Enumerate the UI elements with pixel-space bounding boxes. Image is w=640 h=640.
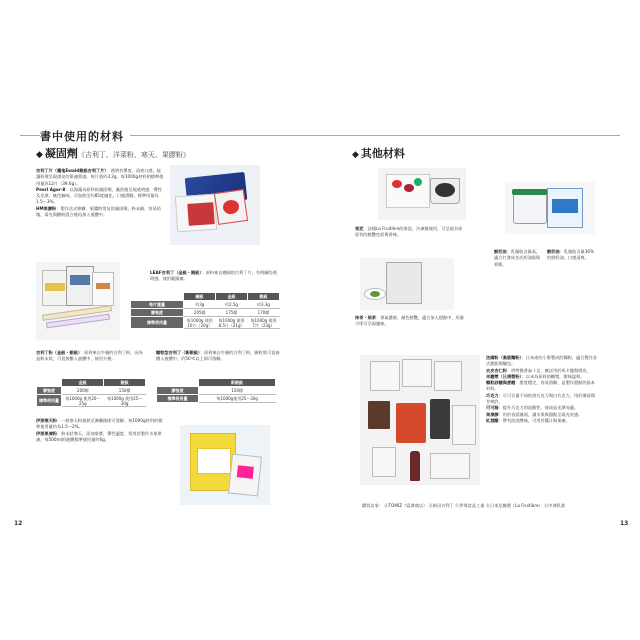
credit-icon: Ⓓ bbox=[485, 503, 490, 508]
list-item: 果凍膠：用於表面淋面，讓水果與甜點呈現光亮感。 bbox=[486, 411, 583, 417]
list-item: 法國粉（高筋麵粉）：日本產的小麥製成的麵粉，適合製作各式甜點與麵包。 bbox=[486, 355, 597, 367]
page-number-left: 12 bbox=[14, 520, 23, 527]
credit-icon: Ⓐ bbox=[384, 503, 389, 508]
leaf-gelatin-text: LEAF吉利丁（金級・銀級）：原料來自德國的吉利丁片，有明顯的透明感，使用範圍廣。 bbox=[150, 270, 277, 282]
list-item: 米糖漿（日清製粉）：以米為原料的糖漿，甜味溫和。 bbox=[486, 373, 585, 379]
gelatin-powder-text: 吉利丁粉（金級・銀級）：原料來自牛豬的吉利丁粉，因為是粉末狀，可直接撒入液體中，使用方便。 bbox=[36, 350, 143, 362]
others-heading: ◆ 其他材料 bbox=[352, 147, 405, 160]
cream-text-1: 鮮奶油：乳脂肪含量高，適合打發成各式奶油霜與慕斯。 bbox=[494, 249, 541, 267]
leaf-gelatin-table: 銅級 金級 銀級 每片重量 約3g 約2.5g 約3.3g 膠強度 205標 175標 170標 標準使用量 每1000g 使用10片（20g） 每1000g 使用8.5片（21g） 每1000g 使用7片（23g） bbox=[130, 292, 280, 329]
gelatin-powder-table: 金級 銀級 膠強度 200標 150標 標準使用量 每1000g 使用20～25g 每1000g 使用25～30g bbox=[36, 378, 146, 407]
gelatin-powder-photo bbox=[36, 262, 120, 340]
credit-icon: Ⓒ bbox=[455, 503, 460, 508]
store-credits: 購買店家： ⒶTOMIZ（富澤商店） Ⓑ新田吉利丁 Ⓒ伊那食品工業 Ⓓ日本尼爾禮（La Fruitière） Ⓔ中澤乳業 bbox=[362, 503, 566, 508]
agar-text: 伊那寒天粉：一般寒天粉加熱至沸騰後即可溶解。每1000g材料的標準使用量約為1.5～2%。 伊那果凍粉：粉末狀寒天，添加果膠，彈性適度，常用於製作水果果凍，每500ml的液體標準使用量約6g。 bbox=[36, 418, 163, 442]
fruit-puree-photo bbox=[378, 168, 466, 220]
granule-gelatin-table: 新銀級 膠強度 150標 標準使用量 每1000g使用25～30g bbox=[156, 378, 276, 403]
cream-text-2: 鮮奶油：乳脂肪含量36%的鮮奶油，口感清爽。 bbox=[547, 249, 595, 261]
fruit-puree-text: 果泥：法國La Fruitière的果泥，冷凍後使用，可呈現水果原有的鮮艷色彩與香味。 bbox=[355, 226, 463, 238]
diamond-icon: ◆ bbox=[36, 150, 43, 160]
agar-products-photo bbox=[180, 425, 270, 505]
credit-icon: Ⓔ bbox=[544, 503, 549, 508]
list-item: 紅酒醋：帶有淡淡酸味，可用於醬汁與果凍。 bbox=[486, 417, 570, 423]
granule-gelatin-text: 顆粒型吉利丁（新銀級）：原料來自牛豬的吉利丁粉，顆粒狀可直接撒入液體中，約50℃以上即可溶解。 bbox=[156, 350, 280, 362]
page-number-right: 13 bbox=[620, 520, 629, 527]
list-item: 可可脂：提升巧克力的流動性，使成品光澤亮麗。 bbox=[486, 405, 579, 411]
credit-icon: Ⓑ bbox=[428, 503, 433, 508]
gelling-heading: ◆ 凝固劑《吉利丁、洋菜粉、寒天、果膠粉》 bbox=[36, 147, 190, 160]
list-item: 去皮杏仁粉：烘烤後香氣十足，廣泛用於馬卡龍與塔皮。 bbox=[486, 367, 591, 373]
baking-ingredients-photo bbox=[360, 355, 480, 485]
section-title: 書中使用的材料 bbox=[40, 128, 130, 144]
ingredient-list bbox=[486, 355, 598, 424]
matcha-text: 抹茶・焙茶：香氣濃郁，顏色鮮艷，適合加入甜點中，用量少即可呈現風味。 bbox=[355, 315, 464, 327]
gelatin-sheet-text: 吉利丁片（魔鬼Ewald銀級吉利丁片）：透明有彈度、清爽口感，能讓料理呈現漂亮的果凍質感。每片重約3.3g，每1000g材料的標準使用量為12片（39.6g）。 Pearl Agar-8：以海藻為原料的凝固劑，凝固後呈現透明感，彈性及光澤，無色無味，可加熱至約85度融化，口感滑順，標準用量為1.5～3%。 HM果膠粉：製作法式軟糖、果醬時常見的凝固劑，粉末細，容易結塊，需先與糖粉混合後再加入液體中。 bbox=[36, 168, 164, 218]
gelatin-products-photo bbox=[170, 165, 260, 245]
diamond-icon: ◆ bbox=[352, 150, 359, 160]
matcha-photo bbox=[360, 258, 454, 310]
list-item: 顆粒砂糖與蔗糖：甜度穩定，容易溶解，是製作甜點的基本材料。 bbox=[486, 380, 595, 392]
cream-products-photo bbox=[505, 182, 595, 234]
list-item: 巧克力：可可含量不同的黑巧克力與白巧克力，用於淋面與甘納許。 bbox=[486, 392, 595, 405]
